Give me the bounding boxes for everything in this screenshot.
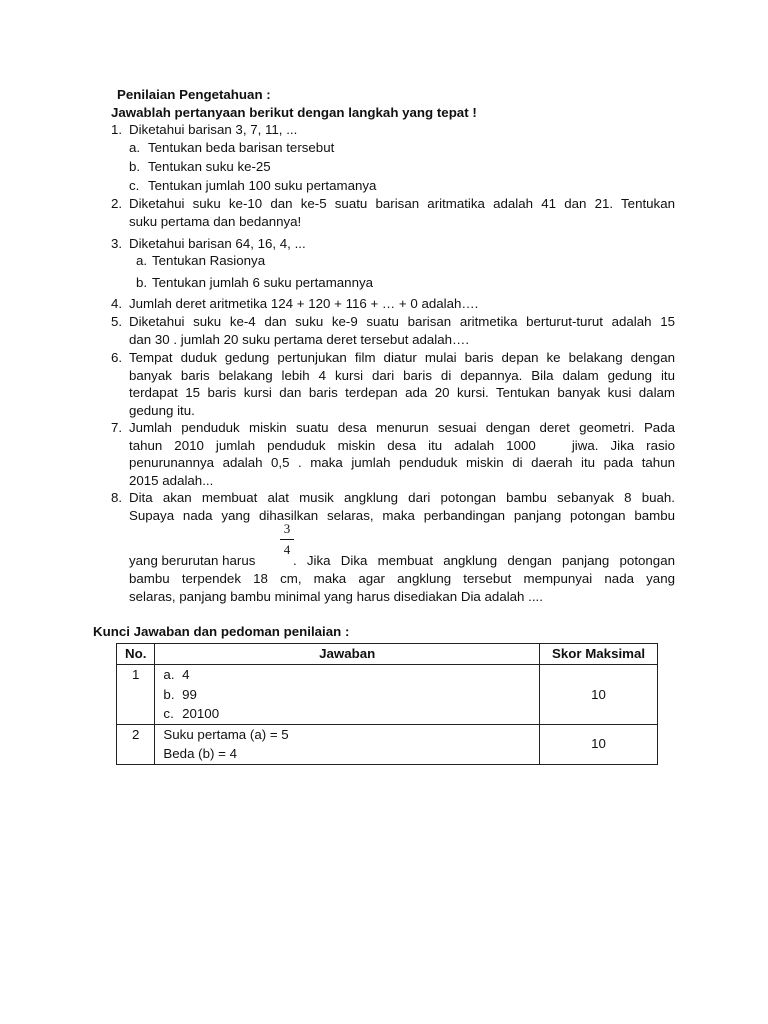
- header-answer: Jawaban: [155, 644, 540, 665]
- question-text-line: selaras, panjang bambu minimal yang harus disediakan Dia adalah ....: [129, 588, 543, 604]
- row-answer: [155, 724, 540, 764]
- question-number: 2.: [111, 196, 123, 211]
- question-number: 3.: [111, 236, 123, 251]
- sub-label: c.: [129, 178, 140, 193]
- question-text-line: terdapat 15 baris kursi dan baris terdepan ada 20 kursi. Tentukan banyak kusi dalam: [129, 385, 675, 401]
- row-number: 1: [117, 665, 155, 725]
- sub-label: a.: [129, 140, 141, 155]
- section-heading: Penilaian Pengetahuan :: [117, 87, 271, 102]
- question-number: 5.: [111, 314, 123, 329]
- question-text-line: penurunannya adalah 0,5 . maka jumlah penduduk miskin di daerah itu pada tahun: [129, 455, 675, 471]
- sub-text: Tentukan suku ke-25: [148, 159, 271, 174]
- fraction-denominator: 4: [283, 542, 291, 557]
- question-4: [111, 295, 675, 313]
- row-score: 10: [540, 665, 658, 725]
- question-text-line: suku pertama dan bedannya!: [129, 213, 302, 229]
- table-row: [117, 665, 658, 725]
- question-text-line: Diketahui suku ke-4 dan suku ke-9 suatu barisan aritmetika berturut-turut adalah 15: [129, 314, 675, 329]
- answer-label: a.: [163, 667, 175, 682]
- question-8: [111, 489, 675, 524]
- question-text-line: 2015 adalah...: [129, 472, 214, 488]
- question-8-text-after-fraction: . Jika Dika membuat angklung dengan panjang potongan: [293, 553, 675, 568]
- table-header-row: [117, 644, 658, 665]
- question-text-line: bambu terpendek 18 cm, maka agar angklung tersebut mempunyai nada yang: [129, 571, 675, 586]
- table-row: [117, 724, 658, 764]
- sub-label: a.: [136, 253, 148, 268]
- answer-value: 99: [182, 686, 197, 702]
- header-no: No.: [117, 644, 155, 665]
- answer-value: 20100: [182, 706, 220, 721]
- question-1: [111, 121, 675, 139]
- row-score: 10: [540, 724, 658, 764]
- answer-value: 4: [182, 667, 190, 682]
- question-text-line: tahun 2010 jumlah penduduk miskin desa itu adalah 1000 jiwa. Jika rasio: [129, 437, 675, 453]
- question-6: [111, 349, 675, 419]
- question-number: 8.: [111, 490, 123, 505]
- question-8-continued: [111, 570, 675, 605]
- question-text-line: Tempat duduk gedung pertunjukan film diatur mulai baris depan ke belakang dengan: [129, 350, 675, 365]
- question-3: [111, 235, 675, 253]
- answer-key-table: [116, 643, 658, 765]
- sub-text: Tentukan jumlah 6 suku pertamannya: [152, 275, 374, 290]
- question-text-line: Dita akan membuat alat musik angklung dari potongan bambu sebanyak 8 buah.: [129, 490, 675, 505]
- question-text-line: gedung itu.: [129, 402, 195, 418]
- question-text-line: Jumlah penduduk miskin suatu desa menurun sesuai dengan deret geometri. Pada: [129, 420, 675, 435]
- answer-line: [163, 665, 531, 685]
- sub-text: Tentukan beda barisan tersebut: [148, 140, 335, 155]
- question-2: [111, 195, 675, 230]
- row-answer: [155, 665, 540, 725]
- fraction-three-quarters: [280, 522, 294, 557]
- question-7: [111, 419, 675, 489]
- question-number: 7.: [111, 420, 123, 435]
- fraction-bar: [280, 539, 294, 540]
- question-text-line: Jumlah deret aritmetika 124 + 120 + 116 + … + 0 adalah….: [129, 296, 479, 311]
- question-8-text-before-fraction: yang berurutan harus: [129, 553, 256, 568]
- fraction-numerator: 3: [283, 521, 291, 536]
- answer-line: Beda (b) = 4: [163, 746, 237, 761]
- question-text: Diketahui barisan 64, 16, 4, ...: [129, 236, 306, 251]
- answer-line: [163, 704, 531, 724]
- instruction-text: Jawablah pertanyaan berikut dengan langkah yang tepat !: [111, 105, 477, 120]
- answer-line: Suku pertama (a) = 5: [163, 726, 289, 742]
- header-score: Skor Maksimal: [540, 644, 658, 665]
- sub-text: Tentukan jumlah 100 suku pertamanya: [148, 178, 377, 193]
- sub-text: Tentukan Rasionya: [152, 253, 266, 268]
- question-text-line: Supaya nada yang dihasilkan selaras, maka perbandingan panjang potongan bambu: [129, 507, 675, 523]
- answer-label: b.: [163, 686, 175, 702]
- question-text-line: dan 30 . jumlah 20 suku pertama deret tersebut adalah….: [129, 331, 470, 347]
- question-text: Diketahui barisan 3, 7, 11, ...: [129, 122, 298, 137]
- question-number: 1.: [111, 122, 123, 137]
- answer-key-title: Kunci Jawaban dan pedoman penilaian :: [93, 624, 350, 639]
- answer-label: c.: [163, 706, 174, 721]
- answer-line: [163, 685, 531, 705]
- question-text-line: Diketahui suku ke-10 dan ke-5 suatu barisan aritmatika adalah 41 dan 21. Tentukan: [129, 196, 675, 211]
- sub-label: b.: [129, 159, 141, 174]
- sub-label: b.: [136, 275, 148, 290]
- question-number: 6.: [111, 350, 123, 365]
- question-5: [111, 313, 675, 348]
- question-number: 4.: [111, 296, 123, 311]
- row-number: 2: [117, 724, 155, 764]
- question-text-line: banyak baris belakang lebih 4 kursi dari baris di depannya. Bila dalam gedung itu: [129, 367, 675, 383]
